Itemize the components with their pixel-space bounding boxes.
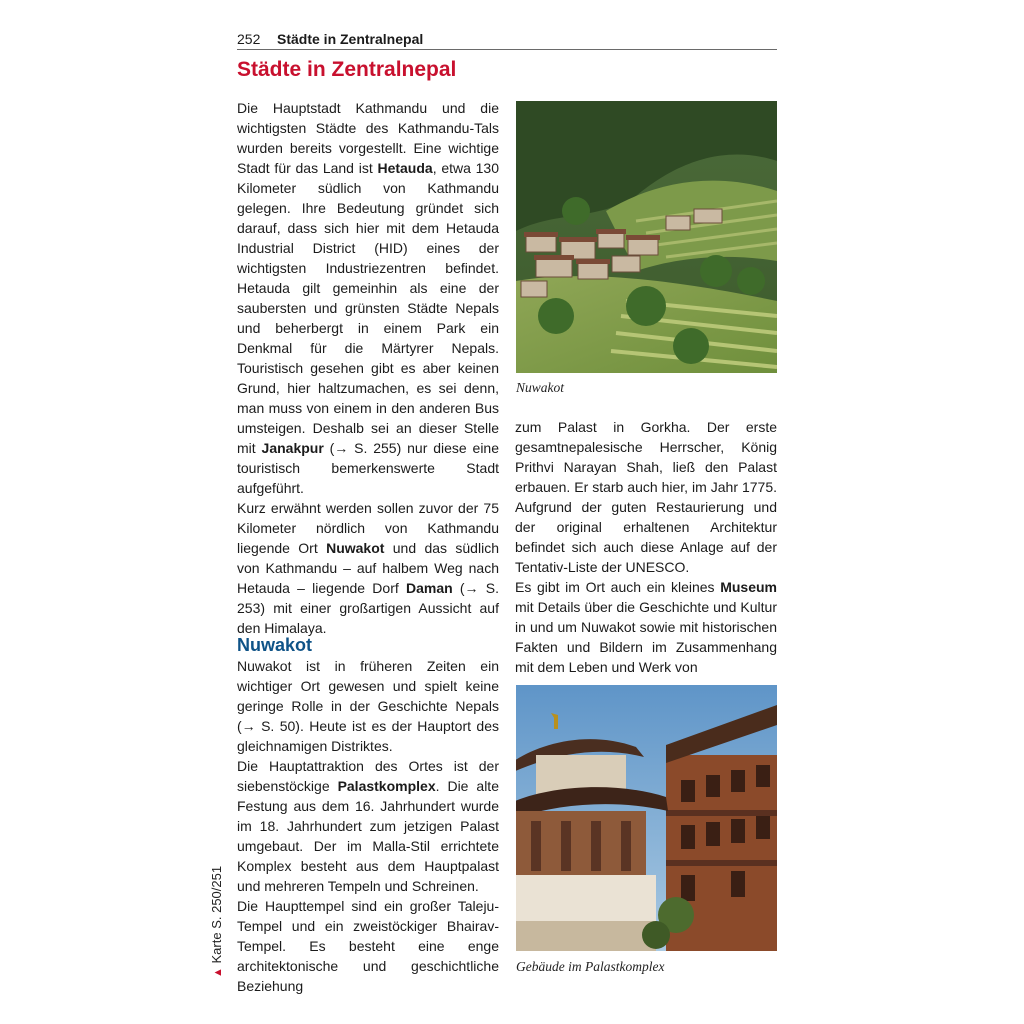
chapter-title: Städte in Zentralnepal: [237, 58, 457, 81]
photo-caption: Gebäude im Palastkomplex: [516, 959, 665, 974]
nuwakot-paragraph: Es gibt im Ort auch ein kleines Museum mit Details über die Geschichte und Kultur in und um Nuwakot sowie mit historischen Fakten und Bildern im Zusammenhang mit dem Leben und Werk von: [515, 579, 777, 675]
nuwakot-paragraph-start: Die Haupttempel sind ein großer Taleju-Tempel und ein zweistöckiger Bhairav-Tempel. Es besteht eine enge architektonische und geschichtliche Beziehung: [237, 898, 499, 994]
nuwakot-paragraph: Nuwakot ist in früheren Zeiten ein wichtiger Ort gewesen und spielt keine geringe Rolle in der Geschichte Nepals (→ S. 50). Heute ist es der Hauptort des gleichnamigen Distriktes.: [237, 658, 499, 754]
photo-palace-temple: [516, 685, 777, 951]
photo-caption: Nuwakot: [516, 380, 565, 395]
running-head: [237, 30, 777, 50]
triangle-marker-icon: ▲: [212, 967, 224, 978]
page-number: 252: [237, 31, 261, 47]
running-head-section: Städte in Zentralnepal: [277, 31, 424, 47]
intro-column: [237, 98, 500, 636]
nuwakot-column-left: [237, 656, 499, 994]
photo-nuwakot-hillside: [516, 101, 777, 373]
intro-paragraph: Kurz erwähnt werden sollen zuvor der 75 Kilometer nördlich von Kathmandu liegende Ort Nuwakot und das südlich von Kathmandu – auf halbem Weg nach Hetauda – liegende Dorf Daman (→ S. 253) mit einer großartigen Aussicht auf den Himalaya.: [237, 500, 499, 636]
intro-paragraph: Die Hauptstadt Kathmandu und die wichtigsten Städte des Kathmandu-Tals wurden bereits vorgestellt. Eine wichtige Stadt für das Land ist Hetauda, etwa 130 Kilometer südlich von Kathmandu gelegen. Ihre Bedeutung gründet sich darauf, dass sich hier mit dem Hetauda Industrial District (HID) eines der wichtigsten Industriezentren befindet. Hetauda gilt gemeinhin als eine der saubersten und grünsten Städte Nepals und beherbergt in einem Park ein Denkmal für die Märtyrer Nepals. Touristisch gesehen gibt es aber keinen Grund, hier haltzumachen, es sei denn, man muss von einem in den anderen Bus umsteigen. Deshalb sei an dieser Stelle mit Janakpur (→ S. 255) nur diese eine touristisch bemerkenswerte Stadt aufgeführt.: [237, 100, 500, 496]
section-heading-nuwakot: Nuwakot: [237, 635, 313, 655]
nuwakot-paragraph-continued: zum Palast in Gorkha. Der erste gesamtnepalesische Herrscher, König Prithvi Narayan Shah, ließ den Palast erbauen. Er starb auch hier, im Jahr 1775. Aufgrund der guten Restaurierung und der original erhaltenen Architektur befindet sich auch diese Anlage auf der Tentativ-Liste der UNESCO.: [515, 419, 777, 575]
map-reference: [209, 866, 226, 978]
map-reference-text: Karte S. 250/251: [209, 865, 224, 964]
nuwakot-column-right: [515, 417, 777, 679]
nuwakot-paragraph: Die Hauptattraktion des Ortes ist der siebenstöckige Palastkomplex. Die alte Festung aus dem 16. Jahrhundert wurde im 18. Jahrhundert zum jetzigen Palast umgebaut. Der im Malla-Stil errichtete Komplex besteht aus dem Hauptpalast und mehreren Tempeln und Schreinen.: [237, 758, 499, 894]
